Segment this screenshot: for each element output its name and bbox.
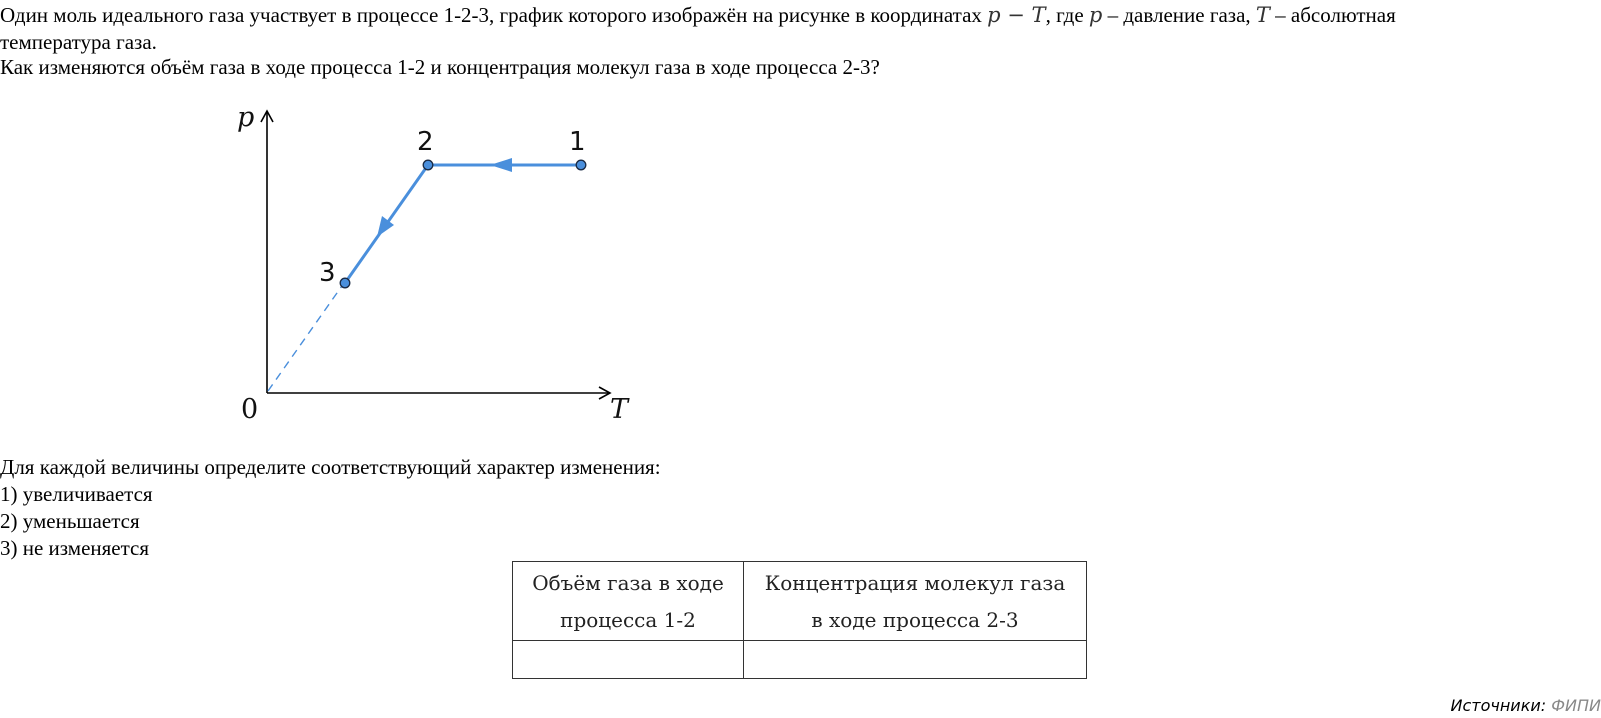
- y-axis-label: p: [237, 102, 255, 133]
- point-label-3: 3: [319, 258, 336, 288]
- header-text: в ходе процесса 2-3: [811, 608, 1019, 632]
- header-concentration-2-3: [744, 562, 1087, 641]
- point-1: [576, 160, 586, 170]
- answer-table-header-row: [513, 562, 1087, 641]
- instruction-text: Для каждой величины определите соответствующий характер изменения:: [0, 455, 661, 479]
- question-text: Один моль идеального газа участвует в процессе 1-2-3, график которого изображён на рисунке в координатах: [0, 3, 988, 27]
- math-p: p: [1088, 3, 1103, 27]
- origin-label: 0: [241, 394, 259, 425]
- axes: [261, 111, 610, 399]
- question-text: – давление газа,: [1102, 3, 1256, 27]
- header-text: Концентрация молекул газа: [764, 571, 1066, 595]
- question-text-line-1: [0, 2, 1396, 29]
- dashed-extrapolation-line: [268, 283, 344, 391]
- question-text-line-3: Как изменяются объём газа в ходе процесса 1-2 и концентрация молекул газа в ходе процесса 2-3?: [0, 55, 880, 79]
- question-text-line-2: температура газа.: [0, 30, 157, 54]
- header-text: процесса 1-2: [560, 608, 696, 632]
- answer-cell-volume[interactable]: [513, 641, 744, 679]
- option-decreases: 2) уменьшается: [0, 509, 140, 533]
- question-text: – абсолютная: [1269, 3, 1396, 27]
- point-label-2: 2: [417, 127, 434, 157]
- point-3: [340, 278, 350, 288]
- header-volume-1-2: [513, 562, 744, 641]
- answer-table: [512, 561, 1087, 679]
- source-label: Источники:: [1450, 696, 1552, 715]
- math-T: T: [1255, 3, 1270, 27]
- point-2: [423, 160, 433, 170]
- x-axis-label: T: [610, 394, 629, 425]
- point-label-1: 1: [569, 127, 586, 157]
- p-T-chart: [225, 100, 645, 430]
- source-link-fipi[interactable]: ФИПИ: [1551, 696, 1601, 715]
- source-attribution: [1451, 696, 1601, 715]
- question-text: , где: [1045, 3, 1089, 27]
- arrow-1-2-icon: [490, 158, 512, 172]
- option-increases: 1) увеличивается: [0, 482, 153, 506]
- answer-row: [513, 641, 1087, 679]
- answer-cell-concentration[interactable]: [744, 641, 1087, 679]
- header-text: Объём газа в ходе: [532, 571, 724, 595]
- points: [340, 160, 586, 288]
- math-p-T: p − T: [987, 3, 1046, 27]
- option-unchanged: 3) не изменяется: [0, 536, 150, 560]
